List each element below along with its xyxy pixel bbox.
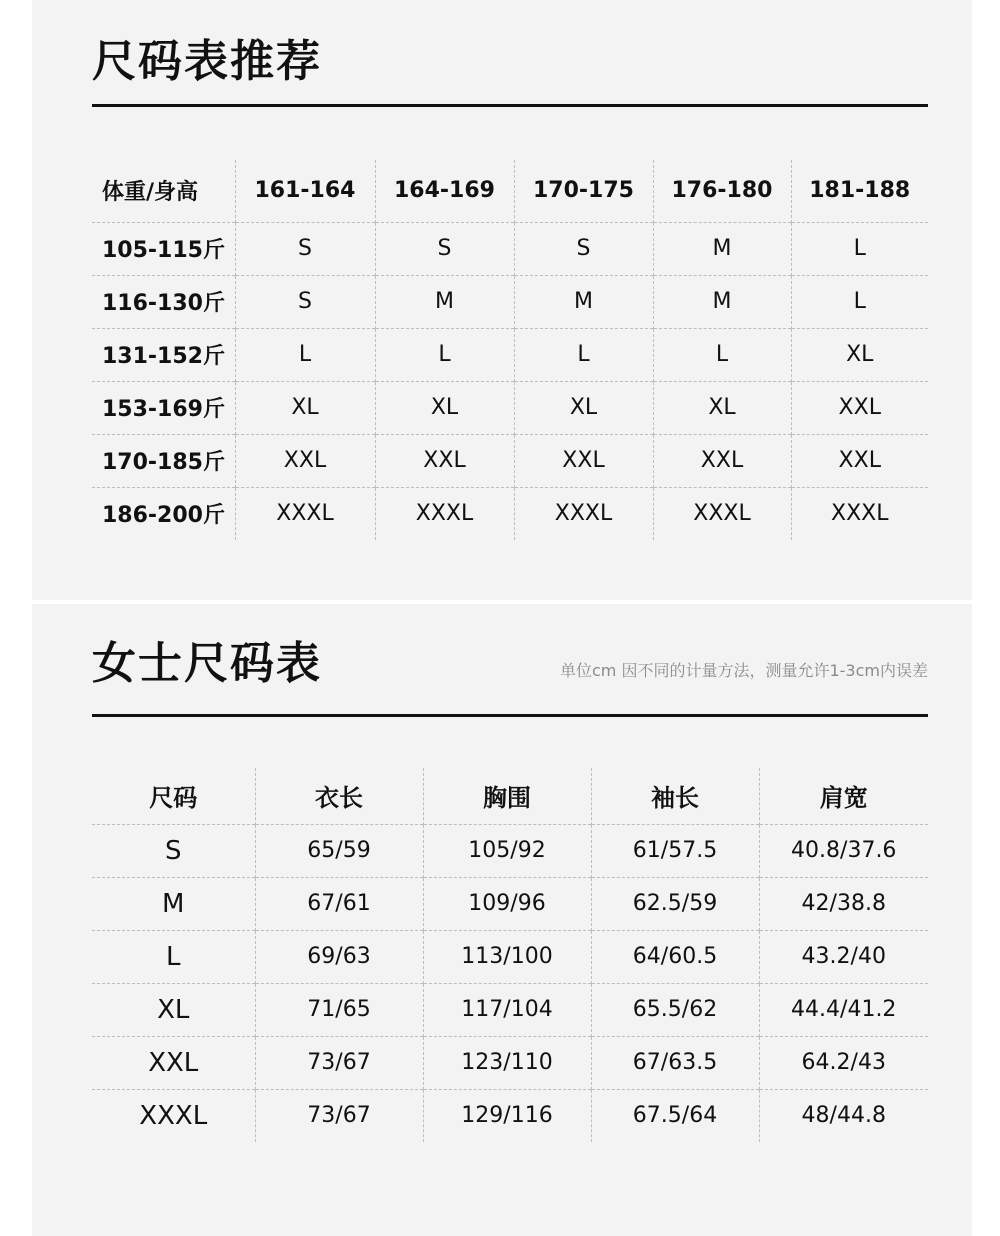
- table-row: [92, 1089, 928, 1142]
- weight-label: 131-152斤: [92, 328, 235, 381]
- measurement-note: 单位cm 因不同的计量方法，测量允许1-3cm内误差: [560, 661, 928, 680]
- size-label: M: [92, 877, 255, 930]
- table-cell: 44.4/41.2: [759, 983, 928, 1036]
- table-cell: 105/92: [423, 824, 591, 877]
- table-cell: 48/44.8: [759, 1089, 928, 1142]
- size-cell: XXL: [791, 381, 928, 434]
- size-cell: S: [375, 222, 514, 275]
- table-cell: 62.5/59: [591, 877, 759, 930]
- size-cell: XXXL: [791, 487, 928, 540]
- size-cell: L: [235, 328, 375, 381]
- size-cell: XL: [235, 381, 375, 434]
- height-header: 164-169: [375, 160, 514, 222]
- table-cell: 67/61: [255, 877, 423, 930]
- table-row: [92, 877, 928, 930]
- size-cell: XXXL: [514, 487, 653, 540]
- table-cell: 65.5/62: [591, 983, 759, 1036]
- table-cell: 73/67: [255, 1036, 423, 1089]
- size-label: XXL: [92, 1036, 255, 1089]
- table-cell: 42/38.8: [759, 877, 928, 930]
- column-header: 肩宽: [759, 768, 928, 824]
- column-header: 衣长: [255, 768, 423, 824]
- size-label: L: [92, 930, 255, 983]
- table-cell: 109/96: [423, 877, 591, 930]
- table-cell: 71/65: [255, 983, 423, 1036]
- table-row: [92, 328, 928, 381]
- size-cell: S: [235, 275, 375, 328]
- weight-label: 186-200斤: [92, 487, 235, 540]
- size-cell: M: [514, 275, 653, 328]
- size-cell: S: [514, 222, 653, 275]
- table-row: [92, 824, 928, 877]
- size-cell: XXL: [235, 434, 375, 487]
- weight-label: 153-169斤: [92, 381, 235, 434]
- size-label: XL: [92, 983, 255, 1036]
- table-cell: 43.2/40: [759, 930, 928, 983]
- size-cell: L: [375, 328, 514, 381]
- title-divider: [92, 104, 928, 107]
- height-header: 176-180: [653, 160, 791, 222]
- table-row: [92, 930, 928, 983]
- weight-label: 170-185斤: [92, 434, 235, 487]
- size-label: XXXL: [92, 1089, 255, 1142]
- table-cell: 65/59: [255, 824, 423, 877]
- table-cell: 73/67: [255, 1089, 423, 1142]
- column-header: 尺码: [149, 784, 198, 813]
- table-cell: 113/100: [423, 930, 591, 983]
- table-header-row: [92, 160, 928, 222]
- table-cell: 69/63: [255, 930, 423, 983]
- table-header-row: [92, 768, 928, 824]
- women-size-chart-title: 女士尺码表: [92, 638, 322, 689]
- size-cell: L: [514, 328, 653, 381]
- column-header: 袖长: [591, 768, 759, 824]
- height-header: 170-175: [514, 160, 653, 222]
- size-cell: M: [653, 222, 791, 275]
- table-row: [92, 222, 928, 275]
- size-cell: XXXL: [375, 487, 514, 540]
- women-size-table: [92, 768, 928, 1142]
- size-cell: M: [375, 275, 514, 328]
- table-cell: 64.2/43: [759, 1036, 928, 1089]
- size-chart-title: 尺码表推荐: [92, 36, 322, 87]
- weight-label: 116-130斤: [92, 275, 235, 328]
- recommended-size-table: [92, 160, 928, 540]
- size-cell: L: [653, 328, 791, 381]
- table-row: [92, 1036, 928, 1089]
- size-cell: XXXL: [235, 487, 375, 540]
- size-cell: XL: [514, 381, 653, 434]
- table-cell: 123/110: [423, 1036, 591, 1089]
- size-cell: XXL: [653, 434, 791, 487]
- table-row: [92, 487, 928, 540]
- size-cell: XL: [653, 381, 791, 434]
- height-header: 161-164: [235, 160, 375, 222]
- table-cell: 117/104: [423, 983, 591, 1036]
- table-cell: 64/60.5: [591, 930, 759, 983]
- size-cell: XXL: [375, 434, 514, 487]
- size-cell: XXL: [514, 434, 653, 487]
- table-cell: 129/116: [423, 1089, 591, 1142]
- size-cell: XXXL: [653, 487, 791, 540]
- column-header: 胸围: [423, 768, 591, 824]
- table-cell: 67.5/64: [591, 1089, 759, 1142]
- title-divider: [92, 714, 928, 717]
- size-cell: L: [791, 222, 928, 275]
- size-cell: S: [235, 222, 375, 275]
- size-cell: M: [653, 275, 791, 328]
- size-cell: XL: [791, 328, 928, 381]
- size-cell: XXL: [791, 434, 928, 487]
- size-cell: L: [791, 275, 928, 328]
- table-row: [92, 275, 928, 328]
- table-cell: 67/63.5: [591, 1036, 759, 1089]
- size-cell: XL: [375, 381, 514, 434]
- table-row: [92, 983, 928, 1036]
- table-cell: 61/57.5: [591, 824, 759, 877]
- size-label: S: [92, 824, 255, 877]
- table-row: [92, 434, 928, 487]
- table-row: [92, 381, 928, 434]
- weight-label: 105-115斤: [92, 222, 235, 275]
- corner-header: 体重/身高: [102, 180, 199, 206]
- table-cell: 40.8/37.6: [759, 824, 928, 877]
- height-header: 181-188: [791, 160, 928, 222]
